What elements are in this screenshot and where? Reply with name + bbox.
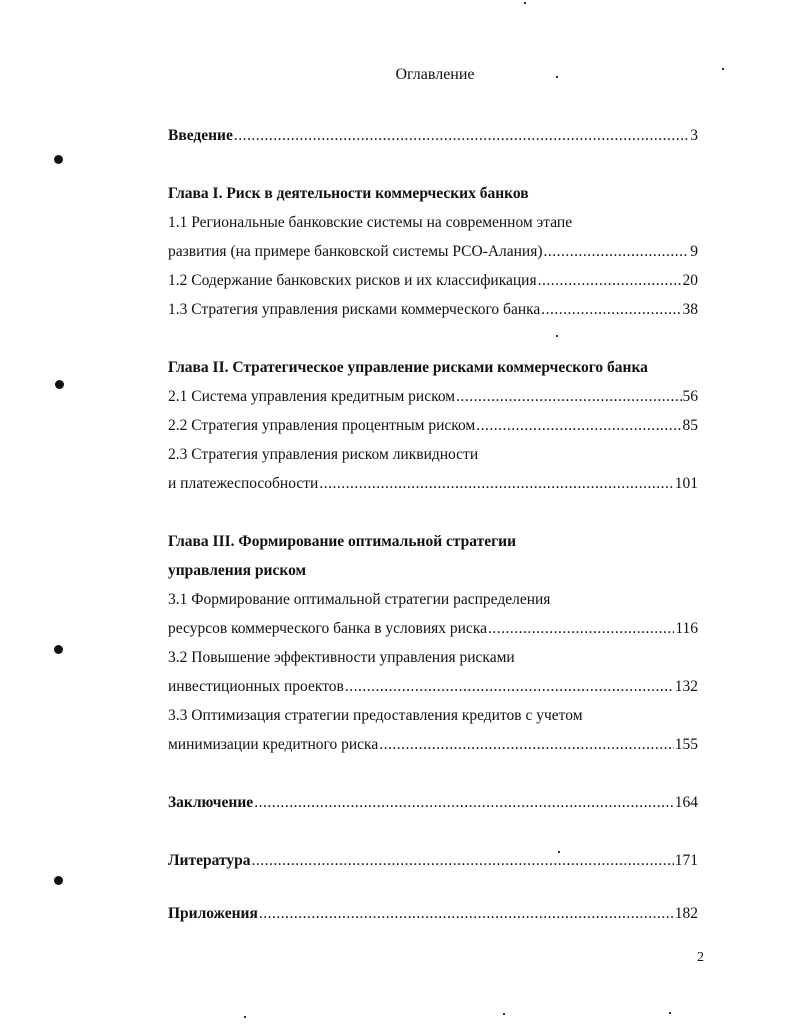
toc-leader-dots <box>251 851 673 871</box>
toc-page-number: 3 <box>690 127 698 144</box>
toc-label: Введение <box>168 127 233 144</box>
chapter-2-heading: Глава II. Стратегическое управление рисками коммерческого банка <box>168 359 648 376</box>
scan-speck <box>558 851 560 853</box>
toc-entry-1-1-line1: 1.1 Региональные банковские системы на современном этапе <box>168 214 573 231</box>
toc-leader-dots <box>254 793 674 813</box>
scan-speck <box>556 335 558 337</box>
toc-entry-2-2 <box>168 416 698 436</box>
toc-leader-dots <box>345 677 674 697</box>
toc-page-number: 56 <box>682 388 698 405</box>
scan-speck <box>722 68 724 70</box>
toc-entry-3-1 <box>168 619 698 639</box>
toc-label: и платежеспособности <box>168 475 319 492</box>
toc-leader-dots <box>544 242 690 262</box>
toc-page-number: 38 <box>682 301 698 318</box>
toc-label: 1.3 Стратегия управления рисками коммерческого банка <box>168 301 541 318</box>
toc-label: 1.2 Содержание банковских рисков и их классификация <box>168 272 537 289</box>
punch-hole-mark <box>55 380 64 389</box>
toc-entry-1-2 <box>168 271 698 291</box>
toc-label: Литература <box>168 852 251 869</box>
toc-entry-3-1-line1: 3.1 Формирование оптимальной стратегии распределения <box>168 591 551 608</box>
toc-leader-dots <box>488 619 674 639</box>
toc-entry-literature <box>168 851 698 871</box>
toc-label: минимизации кредитного риска <box>168 736 379 753</box>
toc-leader-dots <box>319 474 673 494</box>
toc-entry-2-3 <box>168 474 698 494</box>
scan-speck <box>244 1016 246 1018</box>
scan-speck <box>556 76 558 78</box>
toc-entry-3-3-line1: 3.3 Оптимизация стратегии предоставления кредитов с учетом <box>168 707 583 724</box>
toc-entry-appendix <box>168 904 698 924</box>
toc-page-number: 116 <box>675 620 698 637</box>
toc-entry-intro <box>168 126 698 146</box>
toc-page-number: 20 <box>682 272 698 289</box>
toc-leader-dots <box>456 387 681 407</box>
punch-hole-mark <box>54 155 63 164</box>
toc-label: Приложения <box>168 905 258 922</box>
toc-page-number: 132 <box>674 678 698 695</box>
toc-entry-2-1 <box>168 387 698 407</box>
chapter-1-heading: Глава I. Риск в деятельности коммерческих банков <box>168 185 529 202</box>
toc-page-number: 164 <box>674 794 698 811</box>
scan-speck <box>524 2 526 4</box>
toc-leader-dots <box>476 416 681 436</box>
chapter-3-heading-line1: Глава III. Формирование оптимальной стратегии <box>168 533 517 550</box>
scan-speck <box>503 1013 505 1015</box>
toc-entry-1-1 <box>168 242 698 262</box>
toc-page-number: 171 <box>674 852 698 869</box>
chapter-3-heading-line2: управления риском <box>168 562 307 579</box>
toc-leader-dots <box>234 126 689 146</box>
toc-entry-1-3 <box>168 300 698 320</box>
toc-page-number: 101 <box>674 475 698 492</box>
toc-label: инвестиционных проектов <box>168 678 344 695</box>
punch-hole-mark <box>54 645 63 654</box>
toc-entry-3-2-line1: 3.2 Повышение эффективности управления рисками <box>168 649 515 666</box>
toc-page-number: 9 <box>690 243 698 260</box>
punch-hole-mark <box>54 876 63 885</box>
toc-label: Заключение <box>168 794 254 811</box>
toc-page-number: 182 <box>674 905 698 922</box>
toc-label: 2.1 Система управления кредитным риском <box>168 388 456 405</box>
toc-page-number: 155 <box>674 736 698 753</box>
toc-entry-2-3-line1: 2.3 Стратегия управления риском ликвидности <box>168 446 479 463</box>
toc-page-number: 85 <box>682 417 698 434</box>
toc-entry-3-2 <box>168 677 698 697</box>
scan-speck <box>669 1012 671 1014</box>
toc-label: развития (на примере банковской системы РСО-Алания) <box>168 243 543 260</box>
toc-label: 2.2 Стратегия управления процентным риском <box>168 417 476 434</box>
toc-leader-dots <box>538 271 682 291</box>
toc-leader-dots <box>379 735 674 755</box>
toc-entry-conclusion <box>168 793 698 813</box>
page-title: Оглавление <box>395 66 475 83</box>
toc-leader-dots <box>259 904 674 924</box>
toc-entry-3-3 <box>168 735 698 755</box>
toc-label: ресурсов коммерческого банка в условиях риска <box>168 620 487 637</box>
page-number: 2 <box>697 950 704 965</box>
toc-leader-dots <box>541 300 681 320</box>
